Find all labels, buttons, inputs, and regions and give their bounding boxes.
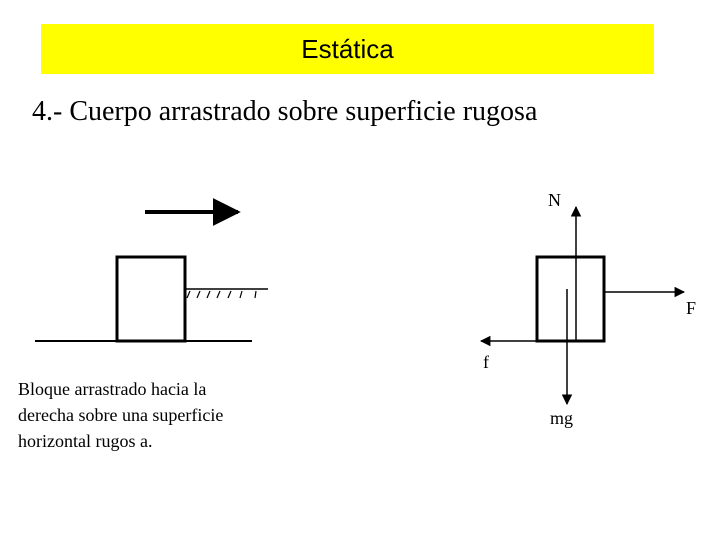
caption-line: Bloque arrastrado hacia la [18,379,207,399]
weight-label: mg [550,408,574,428]
normal-force-label: N [548,190,561,210]
caption-line: derecha sobre una superficie [18,405,224,425]
friction-label: f [483,352,489,372]
free-body-diagram [481,190,696,428]
fbd-block [537,257,604,341]
page-title: Estática [301,33,394,64]
diagram-caption [18,376,258,454]
problem-heading: 4.- Cuerpo arrastrado sobre superficie rugosa [32,96,538,127]
applied-force-label: F [686,298,697,318]
left-diagram [35,212,268,341]
caption-line: horizontal rugos a. [18,431,153,451]
block [117,257,185,341]
rope [185,289,268,298]
